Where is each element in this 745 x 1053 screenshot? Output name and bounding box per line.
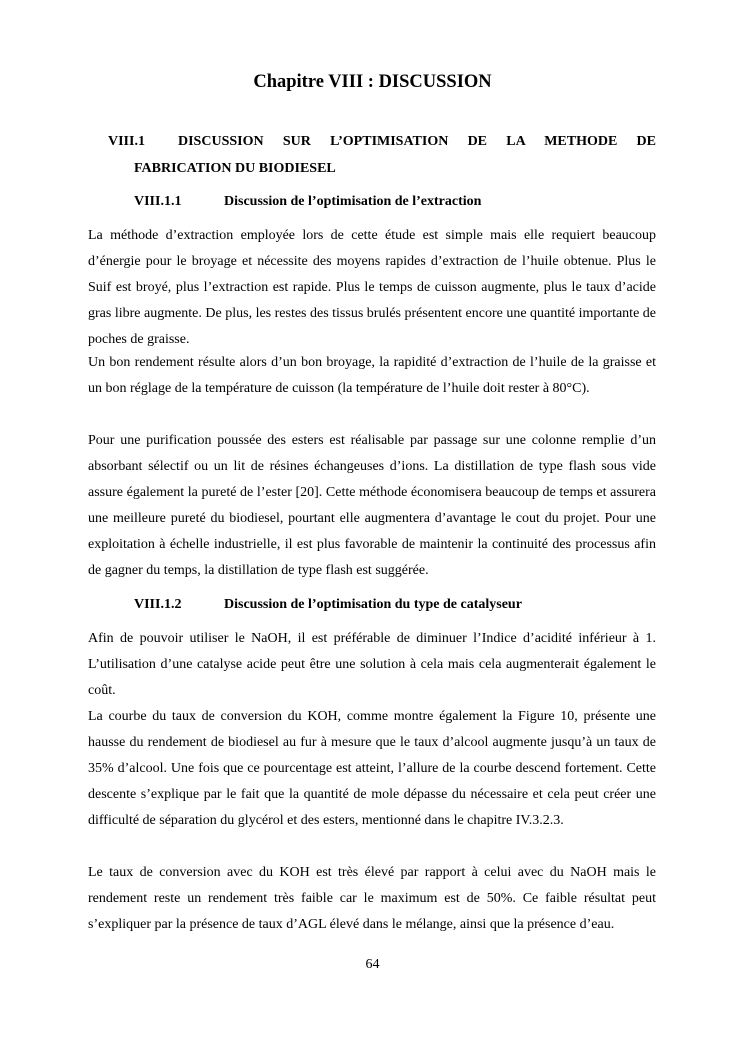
subsection-number: VIII.1.1: [134, 194, 182, 209]
page-number: 64: [365, 957, 380, 972]
paragraph: La méthode d’extraction employée lors de cette étude est simple mais elle requiert beaucoup d’énergie pour le broyage et nécessite des moyens rapides d’extraction de l’huile obtenue. Plus le Suif est broyé, plus l’extraction est rapide. Plus le temps de cuisson augmente, plus le taux d’acide gras libre augmente. De plus, les restes des tissus brulés présentent encore une quantité importante de poches de graisse.: [88, 228, 656, 347]
subsection-heading-2: [134, 592, 656, 618]
section-heading: [108, 128, 656, 182]
section-title-text: DISCUSSION SUR L’OPTIMISATION DE LA METHODE DE: [178, 134, 656, 149]
paragraph: Pour une purification poussée des esters est réalisable par passage sur une colonne remplie d’un absorbant sélectif ou un lit de résines échangeuses d’ions. La distillation de type flash sous vide assure également la pureté de l’ester [20]. Cette méthode économisera beaucoup de temps et assurera une meilleure pureté du biodiesel, pourtant elle augmentera d’avantage le cout du projet. Pour une exploitation à échelle industrielle, il est plus favorable de maintenir la continuité des processus afin de gagner du temps, la distillation de type flash est suggérée.: [88, 433, 656, 578]
paragraph: Le taux de conversion avec du KOH est très élevé par rapport à celui avec du NaOH mais le rendement reste un rendement très faible car le maximum est de 50%. Ce faible résultat peut s’expliquer par la présence de taux d’AGL élevé dans le mélange, ainsi que la présence d’eau.: [88, 865, 656, 932]
subsection-title: Discussion de l’optimisation du type de catalyseur: [224, 597, 522, 612]
paragraph: Afin de pouvoir utiliser le NaOH, il est préférable de diminuer l’Indice d’acidité inférieur à 1. L’utilisation d’une catalyse acide peut être une solution à cela mais cela augmenterait également le coût.: [88, 631, 656, 698]
subsection-heading-1: [134, 189, 656, 215]
paragraph: Un bon rendement résulte alors d’un bon broyage, la rapidité d’extraction de l’huile de la graisse et un bon réglage de la température de cuisson (la température de l’huile doit rester à 80°C).: [88, 355, 656, 396]
section-title-line2: FABRICATION DU BIODIESEL: [134, 161, 336, 176]
subsection-number: VIII.1.2: [134, 597, 182, 612]
section-title-line1: [108, 128, 656, 155]
paragraph: La courbe du taux de conversion du KOH, comme montre également la Figure 10, présente une hausse du rendement de biodiesel au fur à mesure que le taux d’alcool augmente jusqu’à un taux de 35% d’alcool. Une fois que ce pourcentage est atteint, l’allure de la courbe descend fortement. Cette descente s’explique par le fait que la quantité de mole dépasse du nécessaire et cela peut créer une difficulté de séparation du glycérol et des esters, mentionné dans le chapitre IV.3.2.3.: [88, 709, 656, 828]
section-number: VIII.1: [108, 134, 145, 149]
chapter-title: Chapitre VIII : DISCUSSION: [253, 72, 492, 92]
subsection-title: Discussion de l’optimisation de l’extraction: [224, 194, 482, 209]
